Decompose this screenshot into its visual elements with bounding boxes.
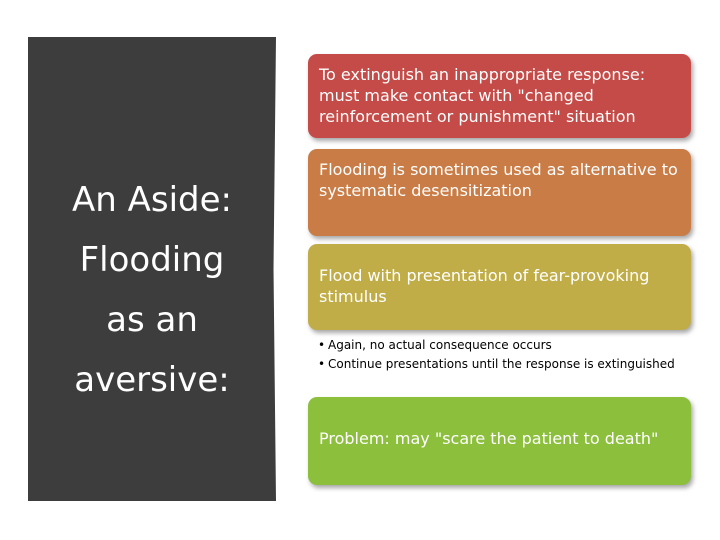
content-box-problem (308, 397, 691, 485)
content-box-text: To extinguish an inappropriate response: must make contact with "changed reinforcement or punishment" situation (319, 65, 646, 126)
bullet-item: • Again, no actual consequence occurs (318, 336, 678, 355)
slide-title-line: Flooding (79, 240, 225, 280)
content-box-flooding-alternative (308, 149, 691, 236)
content-box-extinguish (308, 54, 691, 138)
bullet-list (318, 336, 678, 374)
bullet-item: • Continue presentations until the response is extinguished (318, 355, 678, 374)
content-box-text: Problem: may "scare the patient to death" (319, 429, 659, 448)
content-box-text: Flooding is sometimes used as alternative to systematic desensitization (319, 160, 678, 200)
content-box-flood-presentation (308, 244, 691, 330)
slide-title (28, 170, 276, 410)
slide-title-line: aversive: (74, 360, 230, 400)
slide-title-line: as an (106, 300, 198, 340)
content-box-text: Flood with presentation of fear-provoking stimulus (319, 266, 650, 306)
slide-title-line: An Aside: (72, 180, 232, 220)
